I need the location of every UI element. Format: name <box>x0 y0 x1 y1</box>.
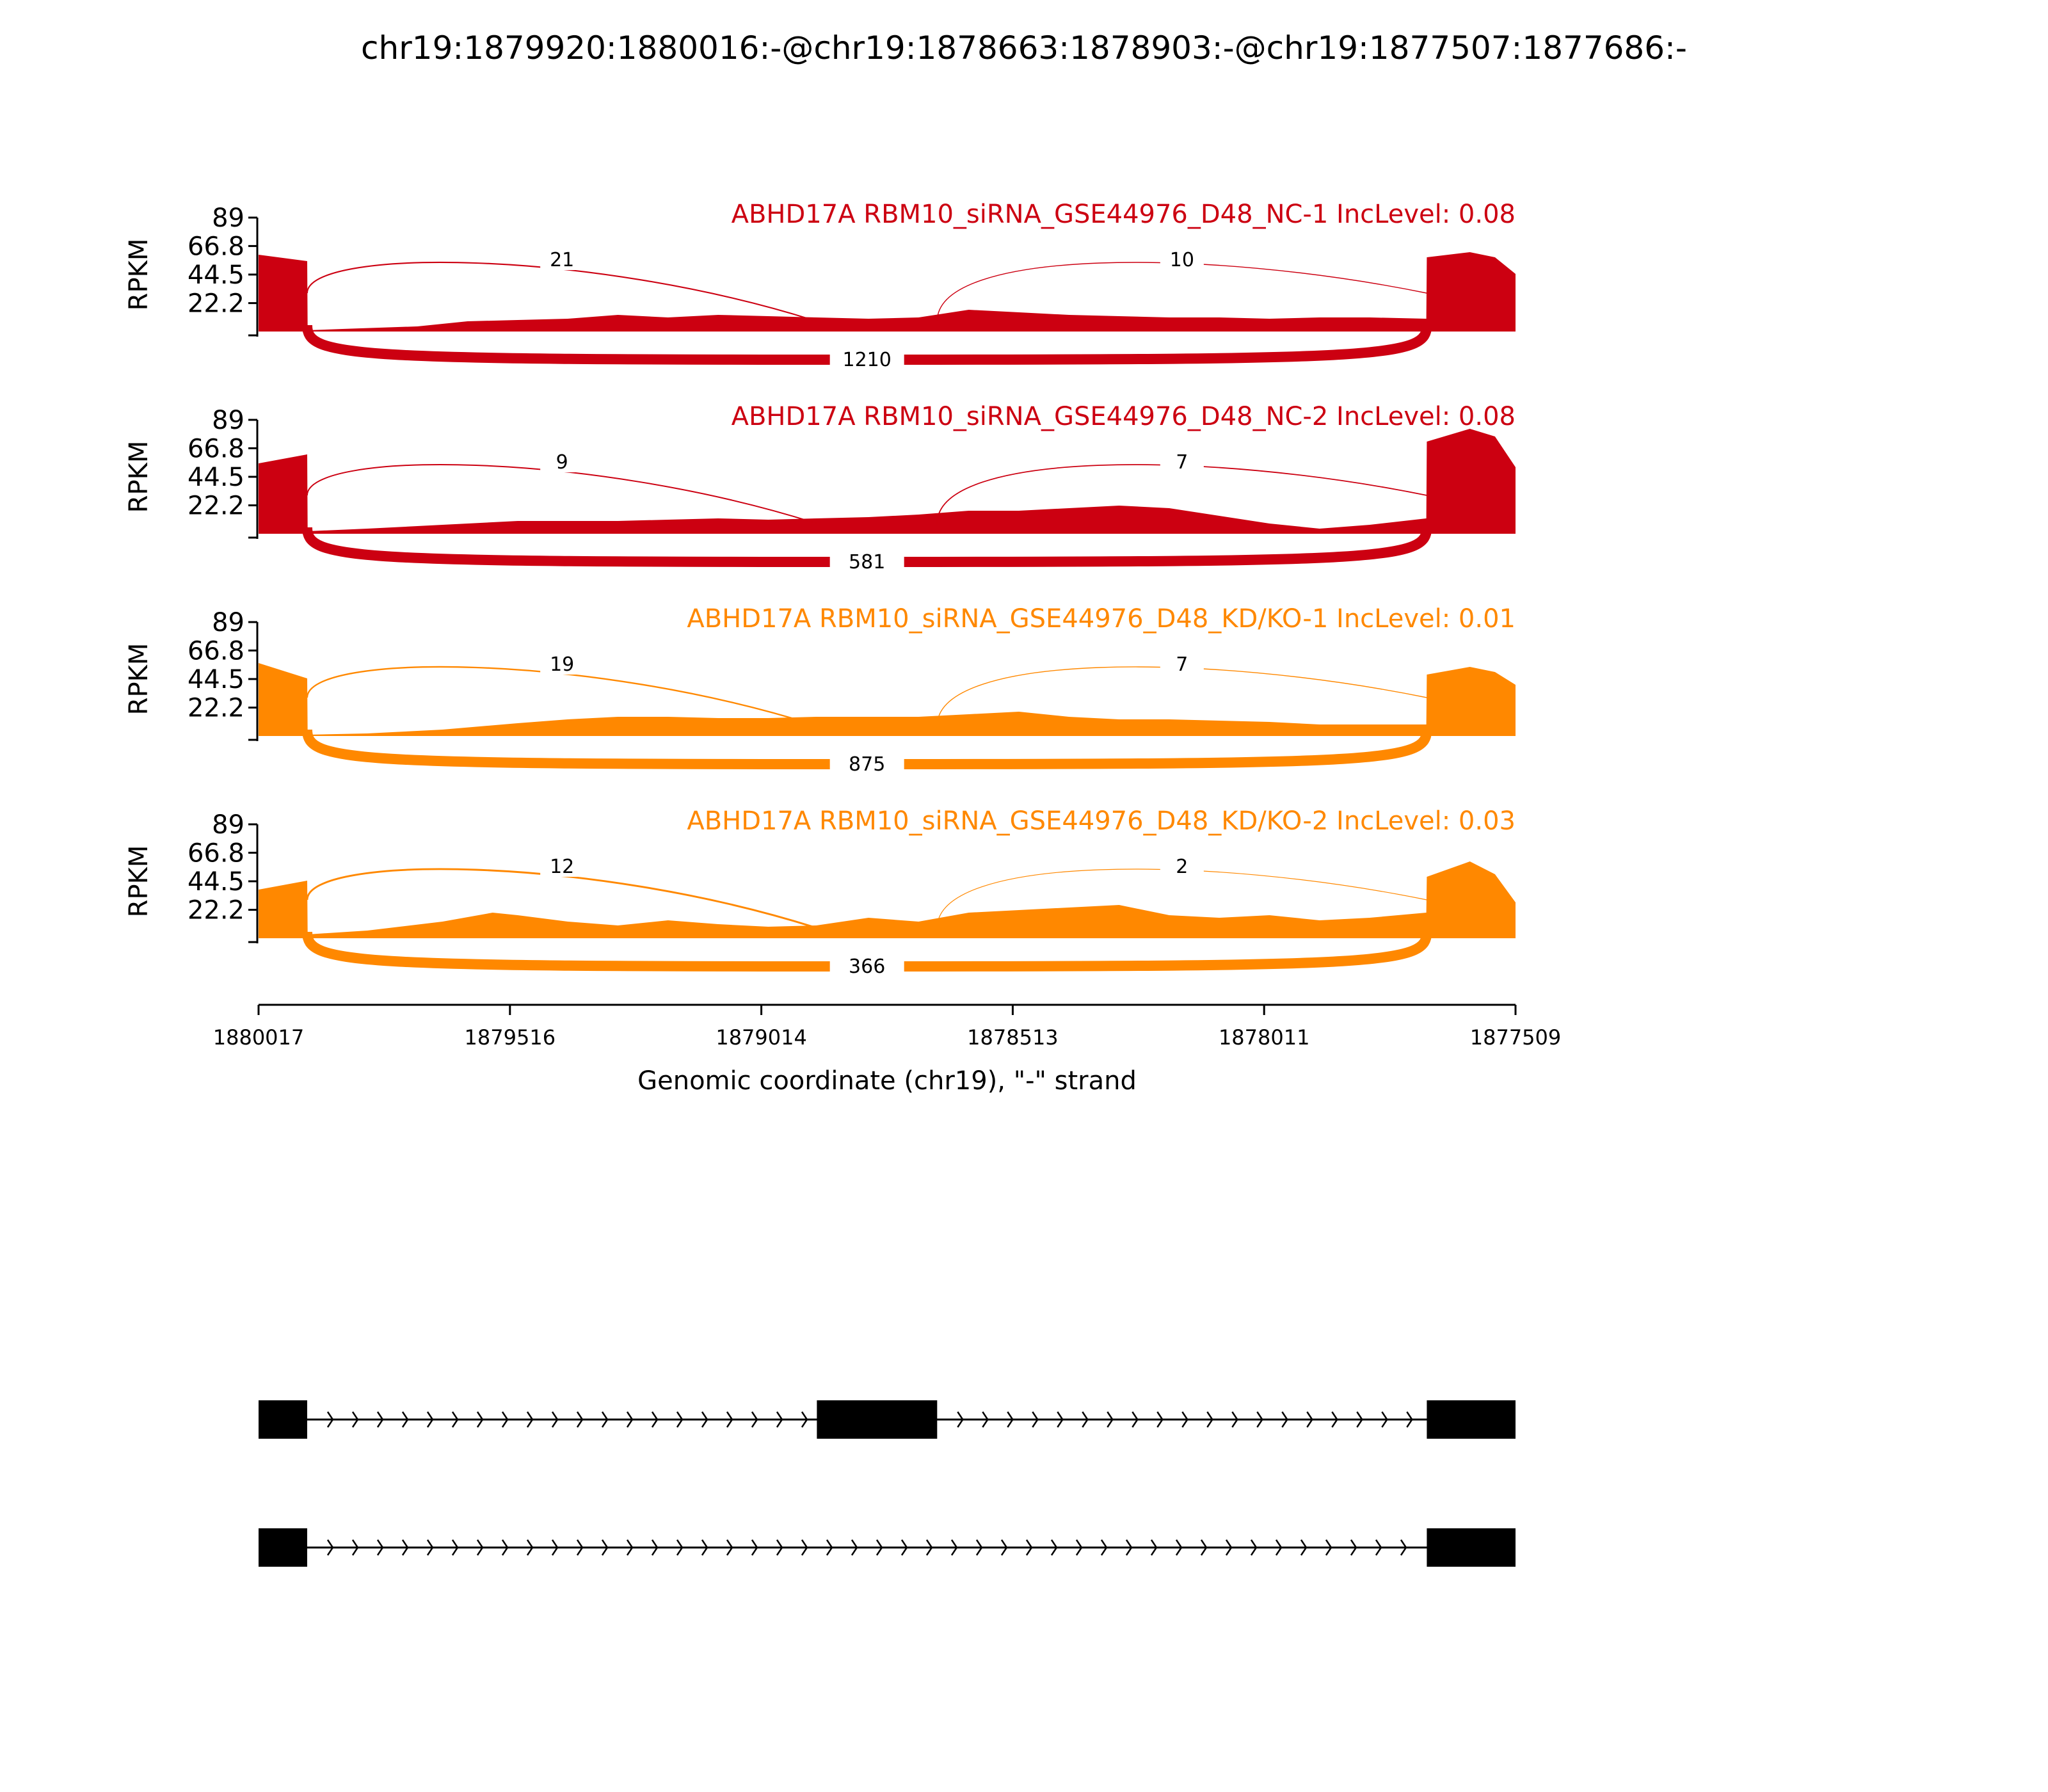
y-tick-label: 22.2 <box>187 289 244 319</box>
junction-count-label: 366 <box>849 956 886 978</box>
coverage-area <box>259 663 1516 736</box>
y-tick-label: 89 <box>212 608 244 637</box>
y-tick-label: 44.5 <box>187 665 244 694</box>
exon-block <box>1427 1400 1516 1439</box>
y-tick-label: 22.2 <box>187 895 244 925</box>
sample-label: ABHD17A RBM10_siRNA_GSE44976_D48_NC-2 IncLevel: 0.08 <box>731 402 1516 431</box>
y-tick-label: 44.5 <box>187 463 244 492</box>
junction-count-label: 581 <box>849 551 886 573</box>
exon-block <box>1427 1528 1516 1567</box>
y-tick-label: 44.5 <box>187 260 244 290</box>
gene-model <box>259 1400 1516 1567</box>
x-axis <box>213 1005 1562 1050</box>
x-tick-label: 1879516 <box>464 1025 556 1050</box>
y-tick-label: 66.8 <box>187 434 244 464</box>
y-tick-label: 66.8 <box>187 838 244 868</box>
y-axis-label: RPKM <box>124 845 154 918</box>
sample-label: ABHD17A RBM10_siRNA_GSE44976_D48_KD/KO-2 IncLevel: 0.03 <box>687 806 1516 836</box>
junction-count-label: 21 <box>550 249 575 271</box>
junction-count-label: 19 <box>550 653 575 676</box>
sample-panel <box>124 200 1516 372</box>
y-tick-label: 89 <box>212 204 244 233</box>
sample-label: ABHD17A RBM10_siRNA_GSE44976_D48_KD/KO-1 IncLevel: 0.01 <box>687 604 1516 634</box>
junction-count-label: 12 <box>550 856 575 878</box>
x-tick-label: 1878513 <box>967 1025 1059 1050</box>
isoform-track <box>259 1400 1516 1439</box>
y-axis-label: RPKM <box>124 238 154 311</box>
sample-panel <box>124 806 1516 979</box>
junction-count-label: 7 <box>1176 451 1188 474</box>
x-tick-label: 1877509 <box>1469 1025 1562 1050</box>
isoform-track <box>259 1528 1516 1567</box>
x-tick-label: 1879014 <box>716 1025 807 1050</box>
y-tick-label: 66.8 <box>187 232 244 262</box>
junction-count-label: 9 <box>556 451 568 474</box>
y-tick-label: 89 <box>212 406 244 435</box>
junction-count-label: 875 <box>849 753 886 776</box>
coverage-area <box>259 252 1516 332</box>
y-tick-label: 44.5 <box>187 867 244 897</box>
y-axis-label: RPKM <box>124 643 154 716</box>
y-axis-label: RPKM <box>124 440 154 513</box>
sample-panel <box>124 402 1516 575</box>
chart-title: chr19:1879920:1880016:-@chr19:1878663:1878903:-@chr19:1877507:1877686:- <box>361 29 1687 67</box>
exon-block <box>817 1400 937 1439</box>
coverage-area <box>259 861 1516 938</box>
junction-count-label: 1210 <box>842 349 892 371</box>
y-tick-label: 89 <box>212 810 244 840</box>
x-axis-label: Genomic coordinate (chr19), "-" strand <box>637 1066 1137 1096</box>
exon-block <box>259 1400 307 1439</box>
coverage-panels <box>124 200 1516 979</box>
junction-count-label: 2 <box>1176 856 1188 878</box>
x-tick-label: 1878011 <box>1218 1025 1310 1050</box>
y-tick-label: 66.8 <box>187 636 244 666</box>
y-tick-label: 22.2 <box>187 491 244 521</box>
x-tick-label: 1880017 <box>212 1025 305 1050</box>
junction-count-label: 7 <box>1176 653 1188 676</box>
exon-block <box>259 1528 307 1567</box>
junction-count-label: 10 <box>1169 249 1194 271</box>
coverage-area <box>259 429 1516 534</box>
sample-panel <box>124 604 1516 777</box>
y-tick-label: 22.2 <box>187 693 244 723</box>
sample-label: ABHD17A RBM10_siRNA_GSE44976_D48_NC-1 IncLevel: 0.08 <box>731 200 1516 229</box>
